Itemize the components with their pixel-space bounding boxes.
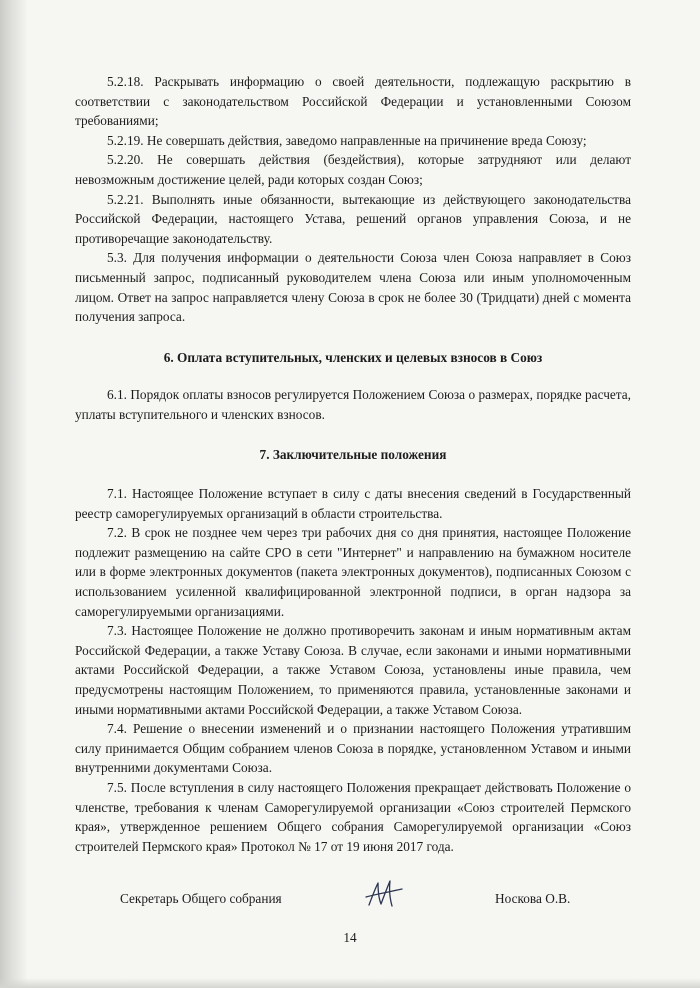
- paragraph-7-1: 7.1. Настоящее Положение вступает в силу с даты внесения сведений в Государственный реестр саморегулируемых организаций в области строительства.: [75, 486, 631, 521]
- paragraph-7-5: 7.5. После вступления в силу настоящего Положения прекращает действовать Положение о членстве, требования к членам Саморегулируемой организации «Союз строителей Пермского края», утвержденное решением Общего собрания Саморегулируемой организации «Союз строителей Пермского края» Протокол № 17 от 19 июня 2017 года.: [75, 780, 631, 854]
- signatory-role: Секретарь Общего собрания: [120, 891, 282, 906]
- handwritten-signature-icon: [363, 877, 405, 911]
- paragraph-5-2-18: 5.2.18. Раскрывать информацию о своей деятельности, подлежащую раскрытию в соответствии с законодательством Российской Федерации и установленными Союзом требованиями;: [75, 74, 631, 129]
- scan-shadow-bottom: [0, 978, 700, 988]
- section-6: [75, 385, 631, 424]
- paragraph-5-2-20: 5.2.20. Не совершать действия (бездействия), которые затрудняют или делают невозможным достижение целей, ради которых создан Союз;: [75, 152, 631, 187]
- section-6-heading: 6. Оплата вступительных, членских и целевых взносов в Союз: [163, 349, 543, 365]
- section-5-continued: [75, 72, 631, 327]
- paragraph-6-1: 6.1. Порядок оплаты взносов регулируется Положением Союза о размерах, порядке расчета, уплаты вступительного и членских взносов.: [75, 387, 631, 422]
- paragraph-5-2-19: 5.2.19. Не совершать действия, заведомо направленные на причинение вреда Союзу;: [107, 132, 587, 148]
- signature-block: [75, 883, 631, 913]
- page-number: 14: [343, 930, 357, 945]
- paragraph-7-3: 7.3. Настоящее Положение не должно противоречить законам и иным нормативным актам Российской Федерации, а также Уставу Союза. В случае, если законами и иными нормативными актами Российской Федерации, а также Уставом Союза, установлены иные правила, чем предусмотрены настоящим Положением, то применяются правила, установленные законами и иными нормативными актами Российской Федерации, а также Уставом Союза.: [75, 623, 631, 717]
- signatory-name: Носкова О.В.: [495, 891, 571, 906]
- document-page: [75, 72, 631, 856]
- section-7: [75, 484, 631, 856]
- paragraph-7-2: 7.2. В срок не позднее чем через три рабочих дня со дня принятия, настоящее Положение подлежит размещению на сайте СРО в сети "Интернет" и направлению на бумажном носителе или в форме электронных документов (пакета электронных документов), подписанных Союзом с использованием усиленной квалифицированной электронной подписи, в орган надзора за саморегулируемыми организациями.: [75, 525, 631, 619]
- paragraph-5-3: 5.3. Для получения информации о деятельности Союза член Союза направляет в Союз письменный запрос, подписанный руководителем члена Союза или иным уполномоченным лицом. Ответ на запрос направляется члену Союза в срок не более 30 (Тридцати) дней с момента получения запроса.: [75, 250, 631, 325]
- section-7-heading: 7. Заключительные положения: [259, 446, 447, 462]
- paragraph-7-4: 7.4. Решение о внесении изменений и о признании настоящего Положения утратившим силу принимается Общим собранием членов Союза в порядке, установленном Уставом и иными внутренними документами Союза.: [75, 721, 631, 776]
- scan-shadow-edge: [0, 0, 28, 988]
- paragraph-5-2-21: 5.2.21. Выполнять иные обязанности, вытекающие из действующего законодательства Российской Федерации, настоящего Устава, решений органов управления Союза, и не противоречащие законодательству.: [75, 191, 631, 246]
